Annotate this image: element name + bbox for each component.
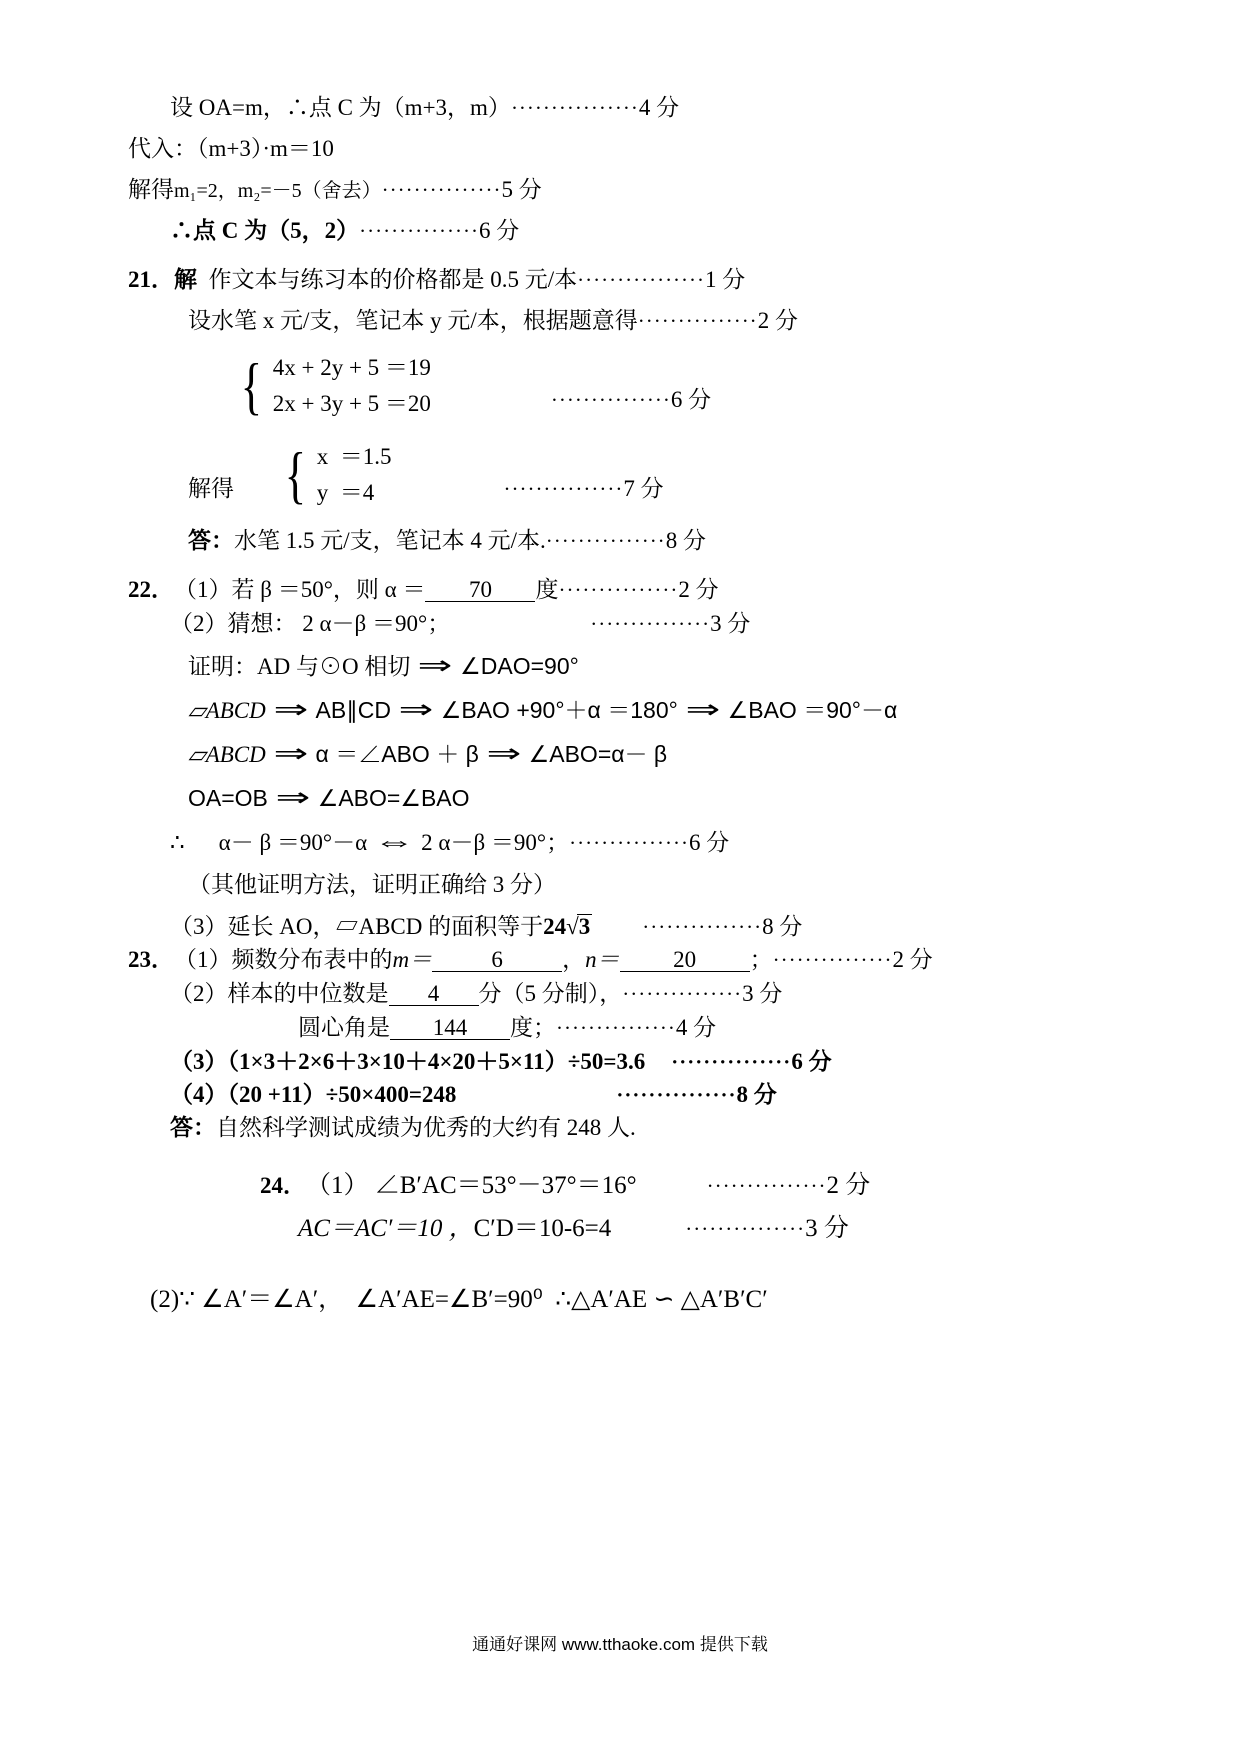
q22-part1 [128,578,1128,602]
q21-sol-dots: ··············· [503,477,624,502]
q21-eq2: 2x + 3y + 5 ＝20 [272,390,431,416]
page-footer [0,1630,1240,1655]
q20-line2 [128,137,1128,160]
q20-line2-text: 代入：（m+3）·m＝10 [128,136,334,161]
q23-part2c [128,1016,1128,1040]
q20-line3-label: 解得 [128,177,174,202]
q20-line1-score: 4 分 [638,95,680,120]
q24-part2-text: (2)∵ ∠A′＝∠A′， ∠A′AE=∠B′=90⁰ ∴△A′AE ∽ △A′B′C′ [150,1285,768,1313]
q24-part1b-score: 3 分 [805,1214,849,1242]
q22-part3-coef: 24 [543,913,567,939]
q21-eq-dots: ··············· [550,388,671,413]
q23-part4-text: （4）（20 +11）÷50×400=248 [170,1081,457,1107]
q24-part1b [128,1216,1128,1241]
q20-line3-score: 5 分 [501,177,542,202]
q23-part1-m-label: m＝ [392,946,433,972]
q24-part1-dots: ··············· [706,1173,827,1198]
q20-line4 [128,219,1128,242]
q23-part1-n-blank: 20 [620,948,750,972]
q23-part4-dots: ··············· [616,1082,737,1107]
q21-system [128,350,1128,421]
q22-part1-text-a: （1）若 β ＝50°，则 α ＝ [174,576,426,602]
q23-part2 [128,982,1128,1006]
q22-proof1-a: 证明：AD 与⊙O 相切 [188,653,411,679]
q23-part1: 23． （1）频数分布表中的 m＝ 6 ， n＝ 20 ； ··············· 2 分 [128,946,933,972]
q23-part2-score: 3 分 [742,980,783,1006]
q23-answer-label: 答： [170,1114,216,1140]
q24-part1-text: （1） ∠B′AC＝53°－37°＝16° [306,1171,637,1199]
implies-arrow-icon: ⇒ [685,694,721,724]
q22-note-text: （其他证明方法，证明正确给 3 分） [188,871,556,897]
q21-sol1: x ＝1.5 [316,444,392,470]
q22-part2-score: 3 分 [710,610,751,636]
q21-equation-system [236,350,431,421]
q22-concl-c: 2 α－β ＝90°； [421,829,570,855]
q22-proof2-a: ▱ABCD [188,697,266,723]
q20-line3 [128,178,1128,201]
q21-answer-label: 答： [188,527,234,553]
q21-line2 [128,309,1128,332]
q22-part1-score: 2 分 [678,576,719,602]
q23-part1-m-blank: 6 [432,948,562,972]
q22-proof4-a: OA=OB [188,784,268,811]
q21-solution [128,439,1128,510]
q22-part2 [128,612,1128,635]
iff-arrow-icon: ⇔ [373,826,415,856]
sqrt-icon: √ [566,913,579,939]
q20-line1-text-a: 设 OA=m， [170,95,286,120]
therefore-icon: ∴ [170,829,185,855]
q24-part2 [128,1287,1128,1312]
q22-proof-line1 [128,650,1128,680]
q21-line1-dots: ················ [577,268,706,292]
q23-part1-dots: ··············· [772,947,893,972]
implies-arrow-icon: ⇒ [273,738,309,768]
q22-proof1-b: ∠DAO=90° [460,652,579,679]
q22-concl-score: 6 分 [689,829,730,855]
implies-arrow-icon: ⇒ [273,694,309,724]
q22-proof-line3 [128,738,1128,768]
q23-part4 [128,1083,1128,1106]
q22-proof2-c: ∠BAO +90°＋α ＝180° [440,696,678,723]
q22-part3-text-a: （3）延长 AO，▱ABCD 的面积等于 [170,913,544,939]
q22-part3-dots: ··············· [642,914,763,939]
implies-arrow-icon: ⇒ [398,694,434,724]
q23-part2-text-b: 分（5 分制）， [478,980,623,1006]
q22-part2-text: （2）猜想： 2 α－β ＝90°； [170,610,451,636]
q21-sol2: y ＝4 [316,479,375,505]
q22-part1-dots: ··············· [558,577,679,602]
q21-line2-score: 2 分 [757,308,798,333]
q22-part1-text-b: 度 [535,576,559,602]
q20-line3-text: m₁=2，m₂=－5（舍去） [174,180,382,202]
q23-part2c-score: 4 分 [675,1014,717,1040]
q22-part3 [128,914,1128,938]
q23-part2-text-a: （2）样本的中位数是 [170,980,389,1006]
document-body [128,96,1128,1330]
q20-line3-dots: ··············· [381,178,502,202]
q22-note [128,873,1128,896]
q23-part2c-blank: 144 [390,1016,510,1040]
q23-part1-text: （1）频数分布表中的 [174,946,393,972]
q22-proof2-d: ∠BAO ＝90°－α [727,696,898,723]
q21-solution-system [280,439,391,510]
q24-part1b-text-a: AC＝AC′＝10 ， [298,1214,474,1242]
q24-part1-score: 2 分 [826,1171,871,1199]
q21-number: 21． [128,267,174,292]
q23-number: 23． [128,946,174,972]
q20-line1-dots: ················ [510,96,639,120]
q22-proof-line4 [128,782,1128,812]
q20-line1-text-b: ∴点 C 为（m+3，m） [285,95,511,120]
left-brace-icon: { [240,350,263,422]
q22-proof2-b: AB∥CD [315,696,391,723]
q23-part1-n-label: n＝ [585,946,620,972]
q23-part3-score: 6 分 [791,1048,832,1074]
q24-part1b-dots: ··············· [685,1216,806,1241]
q22-part2-dots: ··············· [590,611,711,636]
q21-answer-score: 8 分 [665,527,706,553]
q20-line4-dots: ··············· [359,219,480,243]
q21-answer-dots: ··············· [545,528,666,553]
q24-part1 [128,1173,1128,1198]
q21-answer-text: 水笔 1.5 元/支，笔记本 4 元/本. [234,527,546,553]
left-brace-icon: { [284,439,307,511]
q21-line2-text: 设水笔 x 元/支，笔记本 y 元/本，根据题意得 [188,308,638,333]
q21-solve-label: 解得 [188,476,234,502]
q21-eq1: 4x + 2y + 5 ＝19 [272,355,431,380]
q21-line1-text: 作文本与练习本的价格都是 0.5 元/本 [208,267,578,292]
q22-proof3-c: ∠ABO=α－ β [528,740,668,767]
q23-part2-blank: 4 [389,982,479,1006]
q21-solution-label: 解 [174,267,197,292]
q23-part2c-text-b: 度； [510,1014,556,1040]
q20-line4-score: 6 分 [479,218,520,243]
implies-arrow-icon: ⇒ [417,650,453,680]
q22-proof3-b: α ＝∠ABO ＋ β [315,740,479,767]
q21-answer [128,529,1128,552]
q23-answer-text: 自然科学测试成绩为优秀的大约有 248 人. [216,1114,636,1140]
q22-part1-blank: 70 [425,578,535,602]
q23-part1-tail: ； [749,946,773,972]
q21-line2-dots: ··············· [637,309,758,333]
q21-eq-score: 6 分 [670,387,712,413]
footer-text: 通通好课网 www.tthaoke.com 提供下载 [472,1635,768,1654]
q23-part1-score: 2 分 [892,946,933,972]
q23-part2-dots: ··············· [622,981,743,1006]
q24-part1b-text-b: C′D＝10-6=4 [473,1214,612,1242]
q22-proof-line2 [128,694,1128,724]
q22-number: 22． [128,576,174,602]
q22-part3-score: 8 分 [762,913,803,939]
q23-part3-text: （3）（1×3＋2×6＋3×10＋4×20＋5×11）÷50=3.6 [170,1048,646,1074]
q23-answer [128,1116,1128,1139]
q23-part2c-text-a: 圆心角是 [298,1014,390,1040]
implies-arrow-icon: ⇒ [486,738,522,768]
q20-line1 [128,96,1128,119]
q23-part3-dots: ··············· [671,1049,792,1074]
q22-part3-radicand: 3 [578,913,591,939]
q21-line1 [128,268,1128,291]
q23-part4-score: 8 分 [736,1081,777,1107]
q22-conclusion [128,826,1128,856]
q22-proof3-a: ▱ABCD [188,741,266,767]
q23-part3 [128,1050,1128,1073]
q22-concl-dots: ··············· [569,830,690,855]
q22-concl-b: α－ β ＝90°－α [218,829,368,855]
q24-number: 24． [260,1172,306,1198]
q23-part2c-dots: ··············· [556,1015,676,1040]
q20-line4-text: ∴点 C 为（5，2） [170,218,360,243]
implies-arrow-icon: ⇒ [275,782,311,812]
q21-sol-score: 7 分 [623,476,664,502]
q22-proof4-b: ∠ABO=∠BAO [317,784,470,811]
q21-line1-score: 1 分 [705,267,746,292]
